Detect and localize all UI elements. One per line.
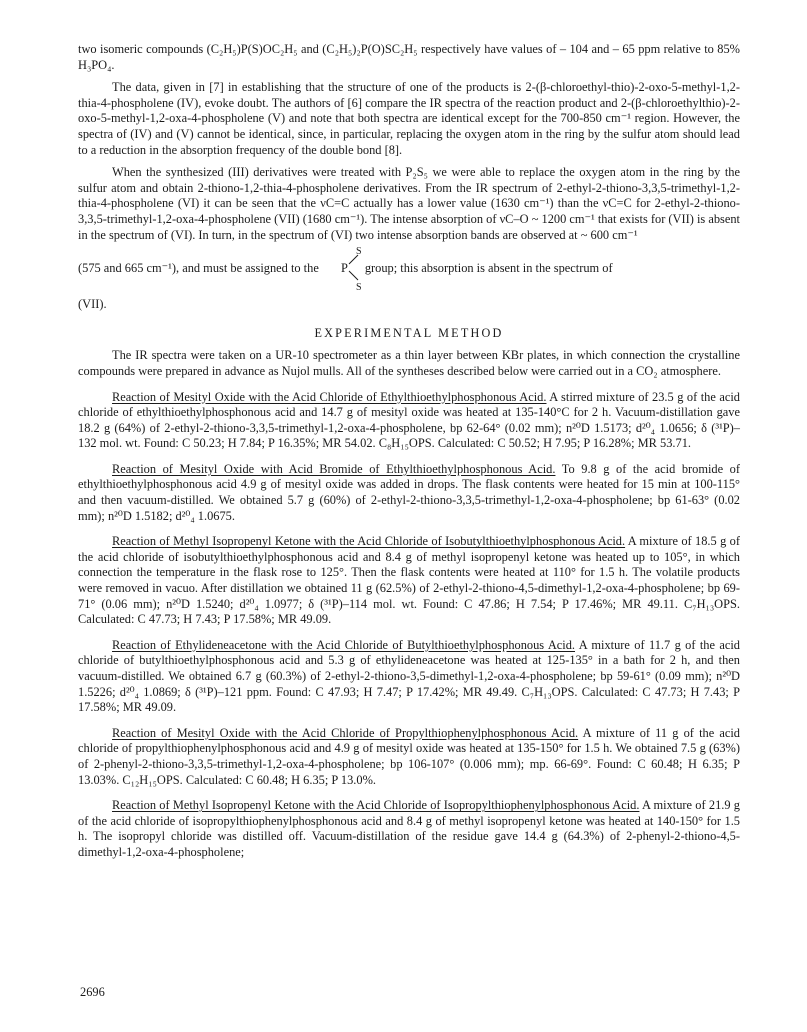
reaction-title: Reaction of Mesityl Oxide with the Acid Chloride of Ethylthioethylphosphonous Acid. <box>112 389 547 404</box>
reaction-paragraph <box>78 798 740 860</box>
reaction-paragraph <box>78 638 740 716</box>
ps-group-structure <box>319 247 365 291</box>
paragraph-structure-doubt: The data, given in [7] in establishing that the structure of one of the products is 2-(β-chloroethyl-thio)-2-oxo-5-methyl-1,2-thia-4-phospholene (IV), evoke doubt. The authors of [6] compare the IR spectra of the reaction product and 2-(β-chloroethylthio)-2-oxo-5-methyl-1,2-oxa-4-phospholene (V) and note that both spectra are identical except for the 700-850 cm⁻¹ region. However, the spectra of (IV) and (V) cannot be identical, since, in particular, replacing the oxygen atom in the ring by the sulfur atom should lead to a reduction in the absorption frequency of the double bond [8]. <box>78 80 740 157</box>
ps-tail: (VII). <box>78 297 107 312</box>
reaction-title: Reaction of Methyl Isopropenyl Ketone with the Acid Chloride of Isopropylthiophenylphosphonous Acid. <box>112 798 640 813</box>
section-heading: EXPERIMENTAL METHOD <box>314 325 504 340</box>
page-number: 2696 <box>80 985 105 999</box>
reaction-title: Reaction of Ethylideneacetone with the Acid Chloride of Butylthioethylphosphonous Acid. <box>112 637 576 652</box>
paragraph-ir-spectra: The IR spectra were taken on a UR-10 spectrometer as a thin layer between KBr plates, in which connection the crystalline compounds were prepared in advance as Nujol mulls. All of the syntheses described below were carried out in a CO₂ atmosphere. <box>78 348 740 378</box>
paragraph-p2s5-treatment: When the synthesized (III) derivatives were treated with P₂S₅ we were able to replace the oxygen atom in the ring by the sulfur atom and obtain 2-thiono-1,2-thia-4-phospholene derivatives. From the IR spectrum of 2-ethyl-2-thiono-3,3,5-trimethyl-1,2-thia-4-phospholene (VI) it can be seen that the νC=C actually has a lower value (1630 cm⁻¹) than the νC=C for 2-ethyl-2-thiono-3,3,5-trimethyl-1,2-oxa-4-phospholene (VII) (1680 cm⁻¹). The intense absorption of νC–O ~ 1200 cm⁻¹ that exists for (VII) is absent in the spectrum of (VI). In turn, in the spectrum of (VI) two intense absorption bands are observed at ~ 600 cm⁻¹ <box>78 165 740 242</box>
reaction-body: A mixture of 21.9 g of the acid chloride of isopropylthiophenylphosphonous acid and 8.4 g of methyl isopropenyl ketone was heated at 140-150° for 1.5 h. The isopropyl chloride was distilled off. Vacuum-distillation of the residue gave 14.4 g (64.3%) of 2-phenyl-2-thiono-4,5-dimethyl-1,2-oxa-4-phospholene; <box>78 798 740 859</box>
reaction-title: Reaction of Mesityl Oxide with Acid Bromide of Ethylthioethylphosphonous Acid. <box>112 461 556 476</box>
reaction-paragraph <box>78 726 740 788</box>
paper-page <box>78 42 740 861</box>
ps-text-after: group; this absorption is absent in the spectrum of <box>364 261 613 276</box>
ps-atom-center: P <box>340 261 348 276</box>
reaction-body: A mixture of 11.7 g of the acid chloride of butylthioethylphosphonous acid and 5.3 g of ethylideneacetone was heated at 125-135° in a bath for 2 h, and then vacuum-distilled. We obtained 6.7 g (60.3%) of 2-ethyl-2-thiono-3,5-dimethyl-1,2-oxa-4-phospholene; bp 59-61° (0.09 mm); n²⁰D 1.5226; d²⁰₄ 1.0869; δ (³¹P)–121 ppm. Found: C 47.93; H 7.47; P 17.42%; MR 49.49. C₇H₁₃OPS. Calculated: C 47.73; H 7.43; P 17.58%; MR 49.09. <box>78 637 740 715</box>
paragraph-isomeric-compounds: two isomeric compounds (C₂H₅)P(S)OC₂H₅ and (C₂H₅)₂P(O)SC₂H₅ respectively have values of – 104 and – 65 ppm relative to 85% H₃PO₄. <box>78 42 740 72</box>
reaction-paragraph <box>78 390 740 452</box>
reaction-title: Reaction of Mesityl Oxide with the Acid Chloride of Propylthiophenylphosphonous Acid. <box>112 725 579 740</box>
reaction-body: A stirred mixture of 23.5 g of the acid chloride of ethylthioethylphosphonous acid and 14.7 g of mesityl oxide was heated at 135-140°C for 2 h. Vacuum-distillation gave 18.2 g (64%) of 2-ethyl-2-thiono-3,3,5-trimethyl-1,2-oxa-4-phospholene, bp 62-64° (0.02 mm); n²⁰D 1.5173; d²⁰₄ 1.0656; δ (³¹P)–132 mol. wt. Found: C 50.23; H 7.84; P 16.35%; MR 54.02. C₈H₁₅OPS. Calculated: C 50.52; H 7.95; P 16.28%; MR 53.71. <box>78 389 740 451</box>
reaction-title: Reaction of Methyl Isopropenyl Ketone with the Acid Chloride of Isobutylthioethylphosphonous Acid. <box>112 534 626 549</box>
ps-group-line <box>78 247 740 291</box>
ps-atom-top: S <box>355 247 362 258</box>
ps-text-before: (575 and 665 cm⁻¹), and must be assigned to the <box>78 261 319 276</box>
reaction-body: A mixture of 11 g of the acid chloride of propylthiophenylphosphonous acid and 4.9 g of mesityl oxide was heated at 135-150° for 1.5 h. We obtained 7.5 g (63%) of 2-phenyl-2-thiono-3,3,5-trimethyl-1,2-oxa-4-phospholene; bp 106-107° (0.006 mm); mp. 66-69°. Found: C 60.48; H 6.35; P 13.03%. C₁₂H₁₅OPS. Calculated: C 60.48; H 6.35; P 13.0%. <box>78 725 740 787</box>
reaction-body: A mixture of 18.5 g of the acid chloride of isobutylthioethylphosphonous acid and 8.4 g of methyl isopropenyl ketone was heated up to 105°, in which connection the temperature in the flask rose to 125°. Then the flask contents were heated at 110° for 1.5 h. The volatile products were removed in vacuo. After distillation we obtained 11 g (62.5%) of 2-ethyl-2-thiono-4,5-dimethyl-1,2-oxa-4-phospholene; bp 69-71° (0.06 mm); n²⁰D 1.5240; d²⁰₄ 1.0977; δ (³¹P)–114 mol. wt. Found: C 47.86; H 7.54; P 17.46%; MR 49.11. C₇H₁₃OPS. Calculated: C 47.73; H 7.43; P 17.58%; MR 49.09. <box>78 534 740 627</box>
reaction-paragraph <box>78 534 740 628</box>
reaction-paragraph <box>78 462 740 524</box>
ps-atom-bottom: S <box>355 282 362 292</box>
ps-bond-bottom <box>349 271 358 280</box>
reaction-body: To 9.8 g of the acid bromide of ethylthioethylphosphonous acid 4.9 g of mesityl oxide was added in drops. The flask contents were heated for 15 min at 100-115° and then vacuum-distilled. We obtained 5.7 g (60%) of 2-ethyl-2-thiono-3,3,5-trimethyl-1,2-oxa-4-phospholene; bp 61-63° (0.02 mm); n²⁰D 1.5182; d²⁰₄ 1.0675. <box>78 461 741 523</box>
